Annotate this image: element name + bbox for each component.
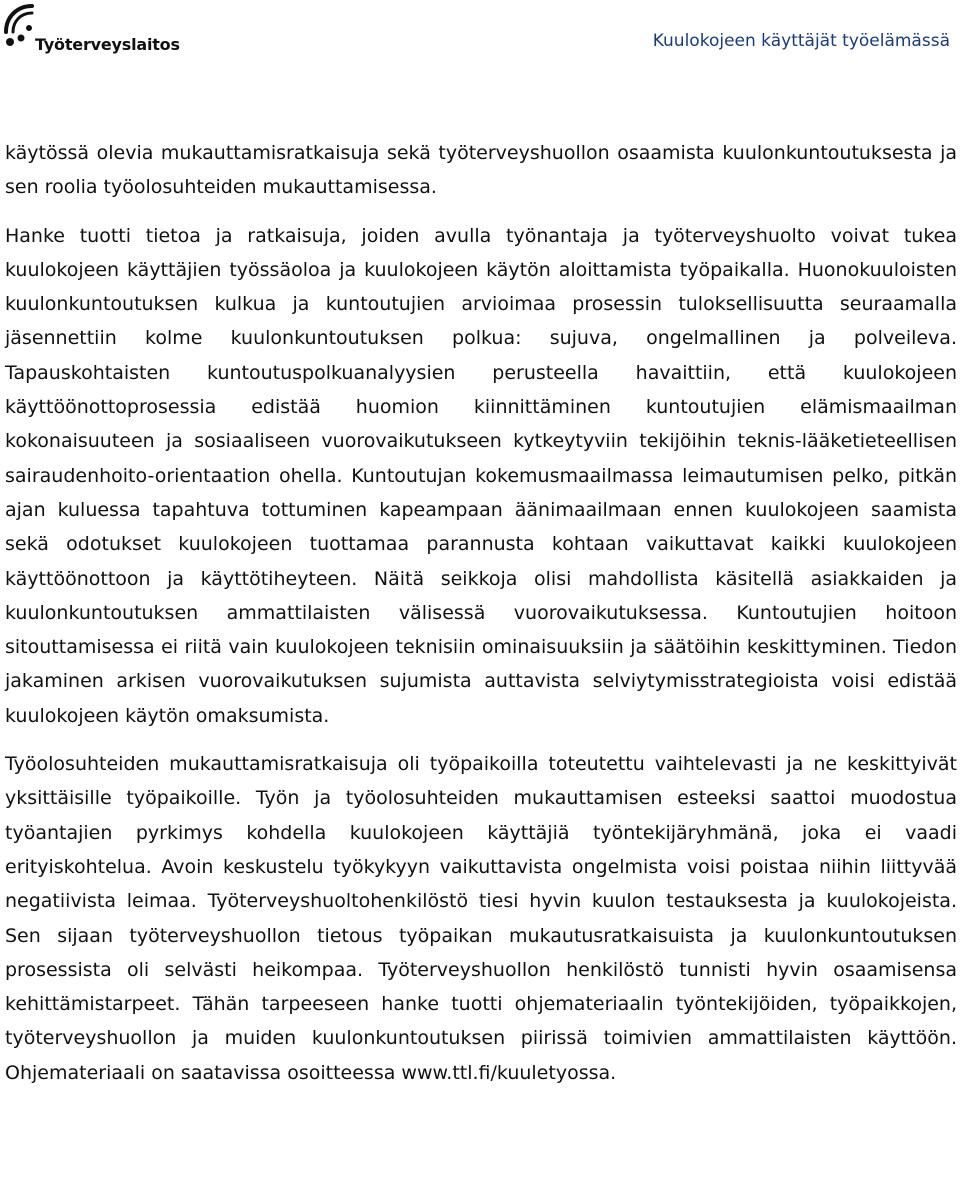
logo-mark-icon [2, 2, 177, 64]
page-header [0, 0, 960, 80]
paragraph-2: Hanke tuotti tietoa ja ratkaisuja, joiden avulla työnantaja ja työterveyshuolto voivat tukea kuulokojeen käyttäjien työssäoloa ja kuulokojeen käytön aloittamista työpaikalla. Huonokuuloisten kuulonkuntoutuksen kulkua ja kuntoutujien arvioimaa prosessin tuloksellisuutta seuraamalla jäsennettiin kolme kuulonkuntoutuksen polkua: sujuva, ongelmallinen ja polveileva. Tapauskohtaisten kuntoutuspolkuanalyysien perusteella havaittiin, että kuulokojeen käyttöönottoprosessia edistää huomion kiinnittäminen kuntoutujien elämismaailman kokonaisuuteen ja sosiaaliseen vuorovaikutukseen kytkeytyviin tekijöihin teknis-lääketieteellisen sairaudenhoito-orientaation ohella. Kuntoutujan kokemusmaailmassa leimautumisen pelko, pitkän ajan kuluessa tapahtuva tottuminen kapeampaan äänimaailmaan ennen kuulokojeen saamista sekä odotukset kuulokojeen tuottamaa parannusta kohtaan vaikuttavat kaikki kuulokojeen käyttöönottoon ja käyttötiheyteen. Näitä seikkoja olisi mahdollista käsitellä asiakkaiden ja kuulonkuntoutuksen ammattilaisten välisessä vuorovaikutuksessa. Kuntoutujien hoitoon sitouttamisessa ei riitä vain kuulokojeen teknisiin ominaisuuksiin ja säätöihin keskittyminen. Tiedon jakaminen arkisen vuorovaikutuksen sujumista auttavista selviytymisstrategioista voisi edistää kuulokojeen käytön omaksumista. [5, 224, 957, 727]
document-body [5, 136, 957, 1090]
paragraph-3: Työolosuhteiden mukauttamisratkaisuja oli työpaikoilla toteutettu vaihtelevasti ja ne keskittyivät yksittäisille työpaikoille. Työn ja työolosuhteiden mukauttamisen esteeksi saattoi muodostua työantajien pyrkimys kohdella kuulokojeen käyttäjiä työntekijäryhmänä, joka ei vaadi erityiskohtelua. Avoin keskustelu työkykyyn vaikuttavista ongelmista voisi poistaa niihin liittyvää negatiivista leimaa. Työterveyshuoltohenkilöstö tiesi hyvin kuulon testauksesta ja kuulokojeista. Sen sijaan työterveyshuollon tietous työpaikan mukautusratkaisuista ja kuulonkuntoutuksen prosessista oli selvästi heikompaa. Työterveyshuollon henkilöstö tunnisti hyvin osaamisensa kehittämistarpeet. Tähän tarpeeseen hanke tuotti ohjemateriaalin työntekijöiden, työpaikkojen, työterveyshuollon ja muiden kuulonkuntoutuksen piirissä toimivien ammattilaisten käyttöön. Ohjemateriaali on saatavissa osoitteessa www.ttl.fi/kuuletyossa. [5, 753, 957, 1084]
paragraph-1: käytössä olevia mukauttamisratkaisuja sekä työterveyshuollon osaamista kuulonkuntoutuksesta ja sen roolia työolosuhteiden mukauttamisessa. [5, 142, 957, 199]
document-title: Kuulokojeen käyttäjät työelämässä [652, 31, 950, 51]
logo [2, 2, 180, 64]
logo-text: Työterveyslaitos [35, 35, 180, 54]
